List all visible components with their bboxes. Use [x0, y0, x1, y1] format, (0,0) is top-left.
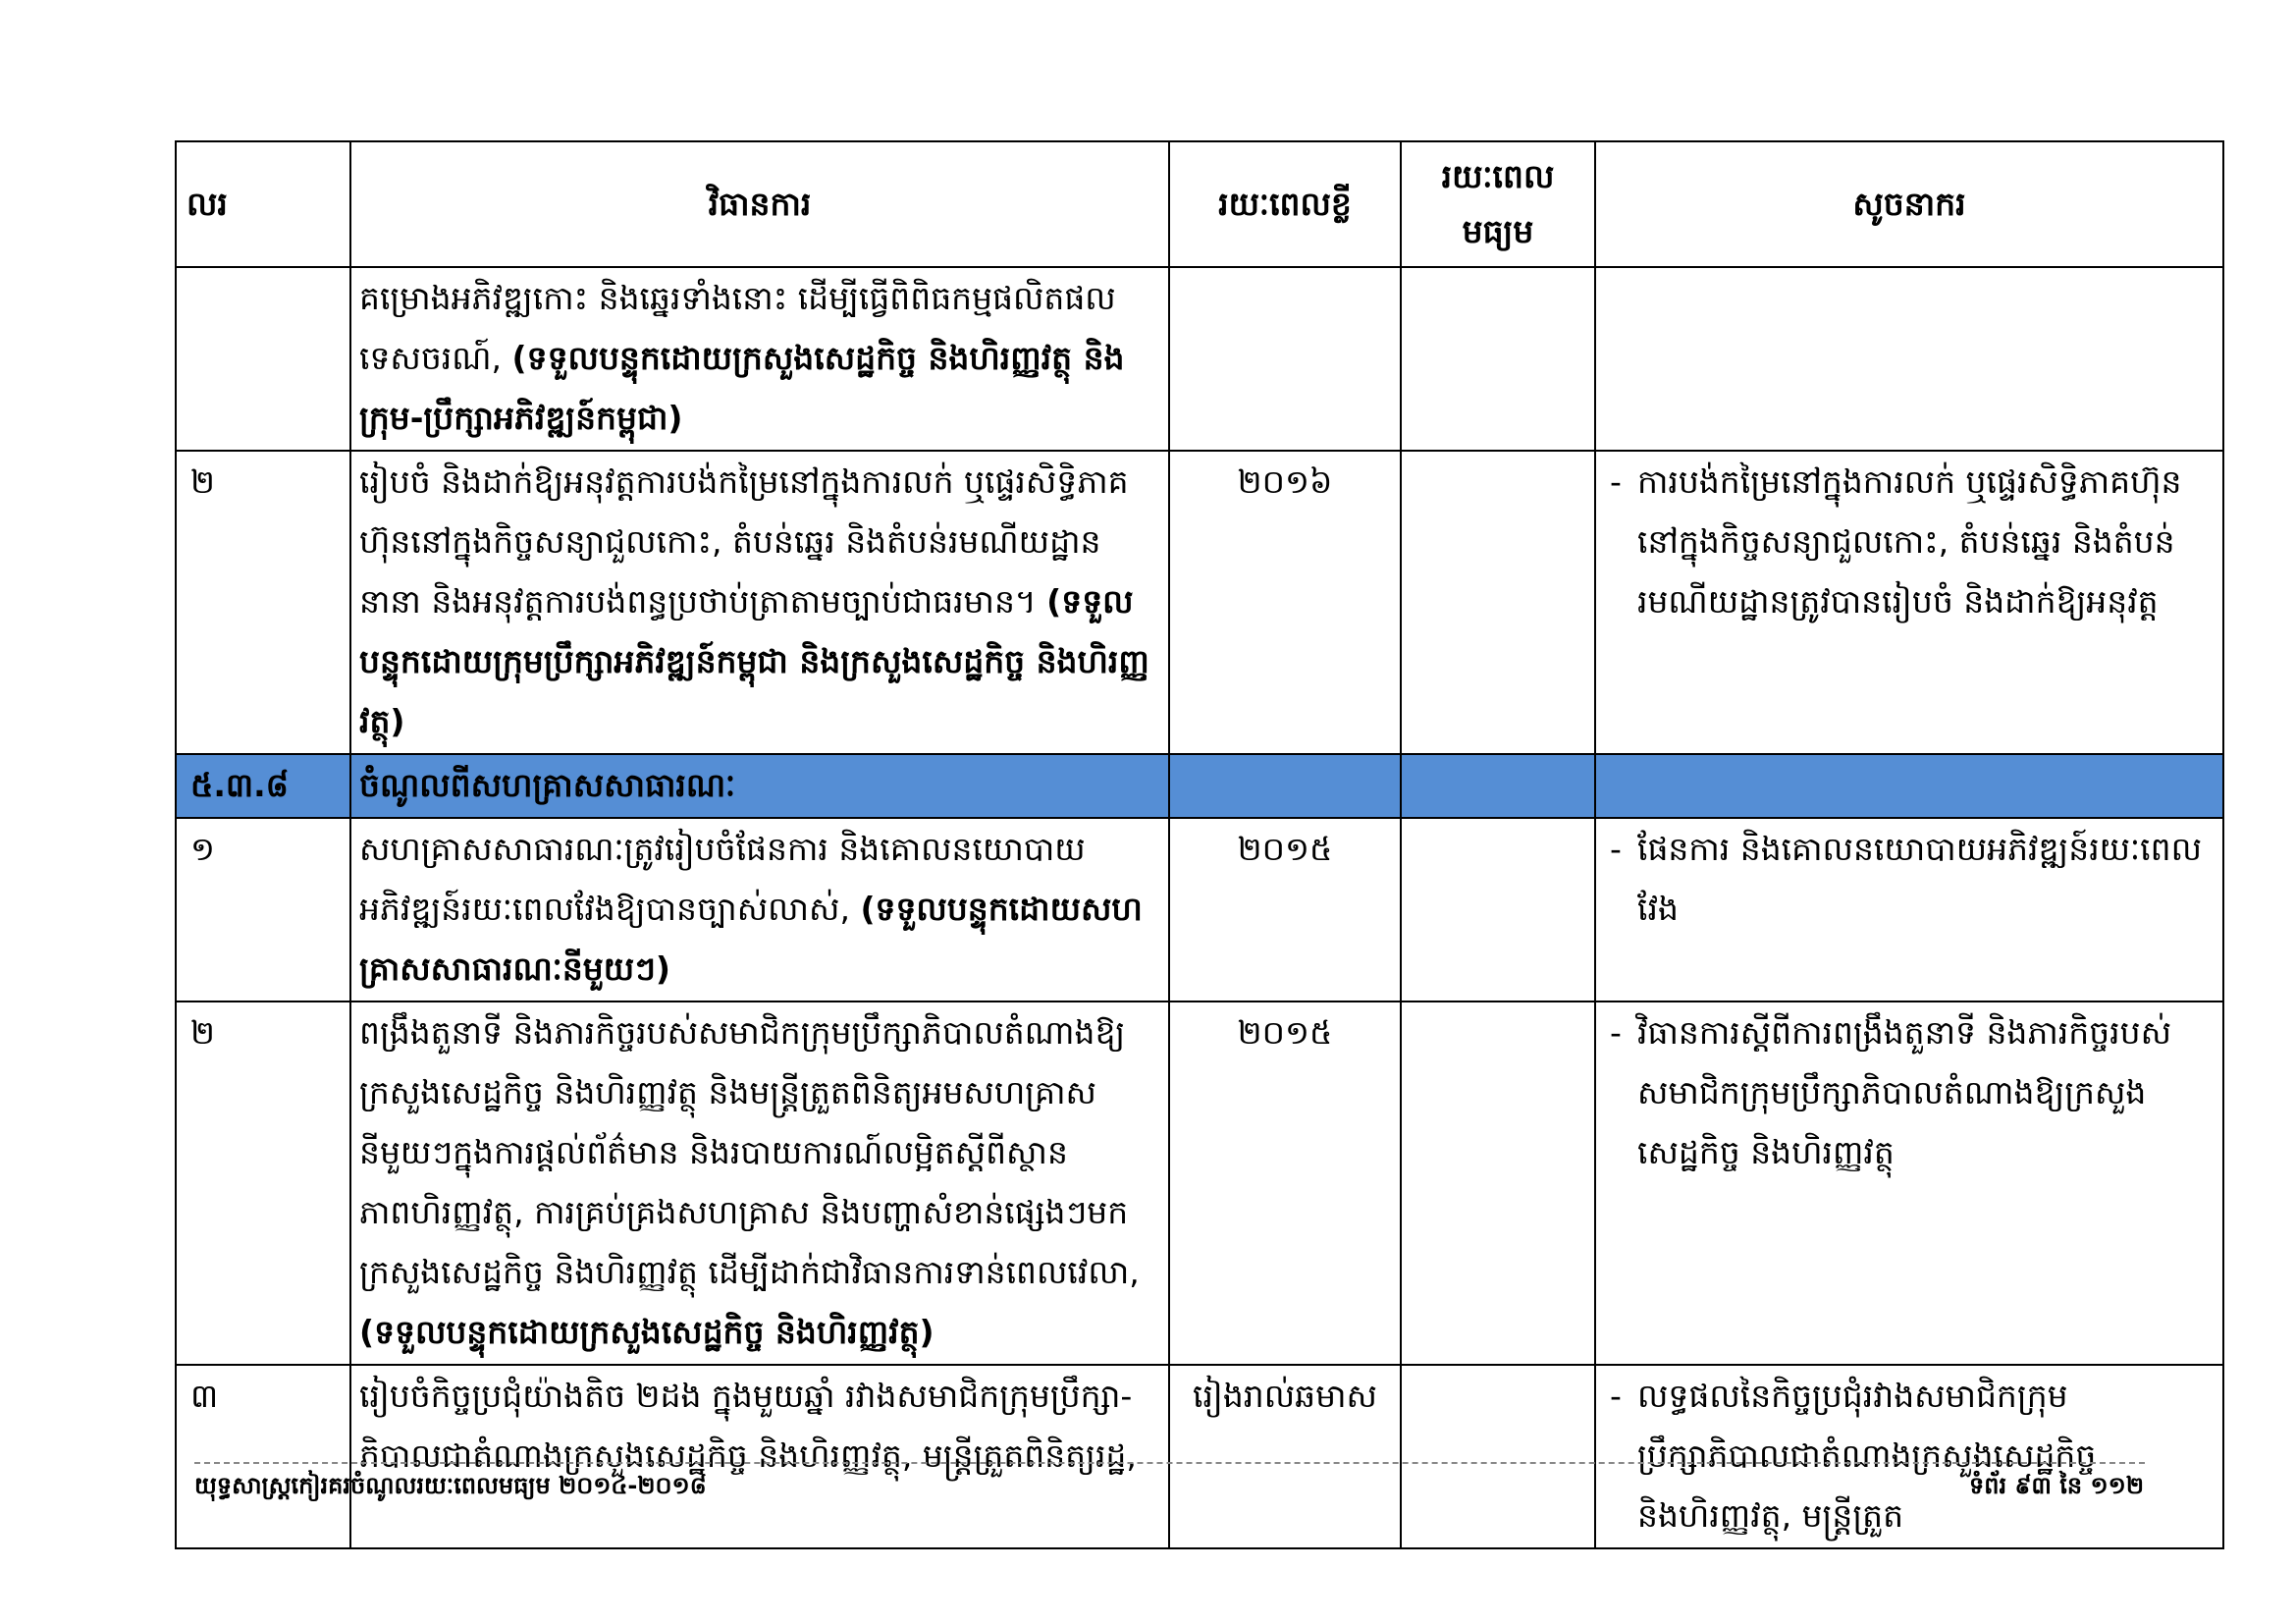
header-short-term: រយៈពេលខ្លី: [1169, 141, 1401, 267]
section-empty-cell: [1401, 754, 1595, 818]
responsible-text: (ទទួលបន្ទុកដោយក្រសួងសេដ្ឋកិច្ច និងហិរញ្ញវត្ថុ និងក្រុម-ប្រឹក្សាអភិវឌ្ឍន៍កម្ពុជា): [359, 339, 1125, 437]
section-empty-cell: [1595, 754, 2223, 818]
no-cell: ៣: [176, 1365, 350, 1548]
no-cell: ១: [176, 818, 350, 1001]
footer-divider: [194, 1462, 2145, 1464]
indicator-item: - ផែនការ និងគោលនយោបាយអភិវឌ្ឍន៍រយៈពេលវែង: [1604, 819, 2215, 939]
short-term-cell: រៀងរាល់ឆមាស: [1169, 1365, 1401, 1548]
short-term-cell: [1169, 267, 1401, 451]
medium-term-cell: [1401, 267, 1595, 451]
table-row: [176, 451, 2223, 754]
measure-text: សហគ្រាសសាធារណៈត្រូវរៀបចំផែនការ និងគោលនយោបាយអភិវឌ្ឍន៍រយៈពេលវែងឱ្យបានច្បាស់លាស់,: [359, 830, 1086, 928]
measure-text: គម្រោងអភិវឌ្ឍកោះ និងឆ្នេរទាំងនោះ ដើម្បីធ្វើពិពិធកម្មផលិតផលទេសចរណ៍,: [359, 279, 1116, 377]
no-cell: [176, 267, 350, 451]
indicator-cell: [1595, 1365, 2223, 1548]
measure-cell: [350, 1001, 1169, 1365]
measures-table: [175, 140, 2224, 1549]
responsible-text: (ទទួលបន្ទុកដោយសហគ្រាសសាធារណៈនីមួយៗ): [359, 890, 1143, 988]
footer-page-number: ទំព័រ ៩៣ នៃ ១១២: [1969, 1472, 2144, 1499]
indicator-cell: [1595, 451, 2223, 754]
measure-cell: រៀបចំកិច្ចប្រជុំយ៉ាងតិច ២ដង ក្នុងមួយឆ្នាំ រវាងសមាជិកក្រុមប្រឹក្សា-ភិបាលជាតំណាងក្រសួងសេដ្ឋកិច្ច និងហិរញ្ញវត្ថុ, មន្ត្រីត្រួតពិនិត្យរដ្ឋ,: [350, 1365, 1169, 1548]
table-row: [176, 1365, 2223, 1548]
measure-cell: [350, 818, 1169, 1001]
medium-term-cell: [1401, 1365, 1595, 1548]
short-term-cell: ២០១៥: [1169, 818, 1401, 1001]
indicator-cell: [1595, 1001, 2223, 1365]
header-no: លរ: [176, 141, 350, 267]
table-row: [176, 267, 2223, 451]
medium-term-cell: [1401, 1001, 1595, 1365]
indicator-item: - ការបង់កម្រៃនៅក្នុងការលក់ ឬផ្ទេរសិទ្ធិភាគហ៊ុននៅក្នុងកិច្ចសន្យាជួលកោះ, តំបន់ឆ្នេរ និងតំបន់រមណីយដ្ឋានត្រូវបានរៀបចំ និងដាក់ឱ្យអនុវត្ត: [1604, 452, 2215, 631]
short-term-cell: ២០១៦: [1169, 451, 1401, 754]
section-empty-cell: [1169, 754, 1401, 818]
measure-cell: [350, 451, 1169, 754]
indicator-cell: [1595, 267, 2223, 451]
header-medium-term: រយៈពេលមធ្យម: [1401, 141, 1595, 267]
no-cell: ២: [176, 451, 350, 754]
responsible-text: (ទទួលបន្ទុកដោយក្រសួងសេដ្ឋកិច្ច និងហិរញ្ញវត្ថុ): [359, 1313, 934, 1351]
measure-cell: [350, 267, 1169, 451]
measure-text: រៀបចំ និងដាក់ឱ្យអនុវត្តការបង់កម្រៃនៅក្នុងការលក់ ឬផ្ទេរសិទ្ធិភាគហ៊ុននៅក្នុងកិច្ចសន្យាជួលកោះ, តំបន់ឆ្នេរ និងតំបន់រមណីយដ្ឋាននានា និងអនុវត្តការបង់ពន្ធប្រថាប់ត្រាតាមច្បាប់ជាធរមាន។: [359, 462, 1129, 621]
medium-term-cell: [1401, 818, 1595, 1001]
header-measure: វិធានការ: [350, 141, 1169, 267]
section-title: ចំណូលពីសហគ្រាសសាធារណៈ: [350, 754, 1169, 818]
indicator-item: - លទ្ធផលនៃកិច្ចប្រជុំរវាងសមាជិកក្រុមប្រឹក្សាភិបាលជាតំណាងក្រសួងសេដ្ឋកិច្ច និងហិរញ្ញវត្ថុ, មន្ត្រីត្រួត: [1604, 1366, 2215, 1545]
short-term-cell: ២០១៥: [1169, 1001, 1401, 1365]
footer-document-title: យុទ្ធសាស្ត្រកៀរគរចំណូលរយៈពេលមធ្យម ២០១៤-២០១៨: [194, 1472, 707, 1499]
table-row: [176, 818, 2223, 1001]
header-indicator: សូចនាករ: [1595, 141, 2223, 267]
responsible-text: (ទទួលបន្ទុកដោយក្រុមប្រឹក្សាអភិវឌ្ឍន៍កម្ពុជា និងក្រសួងសេដ្ឋកិច្ច និងហិរញ្ញវត្ថុ): [359, 582, 1149, 740]
indicator-item: - វិធានការស្តីពីការពង្រឹងតួនាទី និងភារកិច្ចរបស់សមាជិកក្រុមប្រឹក្សាភិបាលតំណាងឱ្យក្រសួងសេដ្ឋកិច្ច និងហិរញ្ញវត្ថុ: [1604, 1002, 2215, 1182]
measure-text: ពង្រឹងតួនាទី និងភារកិច្ចរបស់សមាជិកក្រុមប្រឹក្សាភិបាលតំណាងឱ្យក្រសួងសេដ្ឋកិច្ច និងហិរញ្ញវត្ថុ និងមន្ត្រីត្រួតពិនិត្យអមសហគ្រាសនីមួយៗក្នុងការផ្តល់ព័ត៌មាន និងរបាយការណ៍លម្អិតស្តីពីស្ថានភាពហិរញ្ញវត្ថុ, ការគ្រប់គ្រងសហគ្រាស និងបញ្ហាសំខាន់ផ្សេងៗមកក្រសួងសេដ្ឋកិច្ច និងហិរញ្ញវត្ថុ ដើម្បីដាក់ជាវិធានការទាន់ពេលវេលា,: [359, 1013, 1140, 1291]
no-cell: ២: [176, 1001, 350, 1365]
section-row: [176, 754, 2223, 818]
indicator-cell: [1595, 818, 2223, 1001]
section-number: ៥.៣.៨: [176, 754, 350, 818]
table-header-row: [176, 141, 2223, 267]
medium-term-cell: [1401, 451, 1595, 754]
table-row: [176, 1001, 2223, 1365]
